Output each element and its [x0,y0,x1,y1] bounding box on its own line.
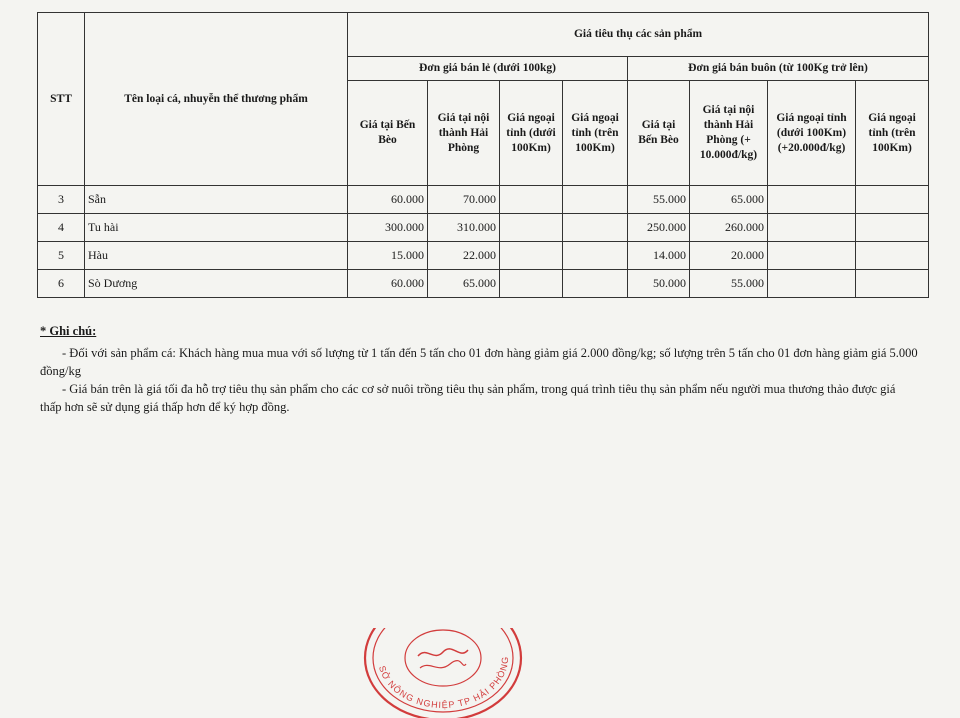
row-name: Sẫn [85,186,348,214]
price-cell: 70.000 [428,186,500,214]
price-cell [500,214,563,242]
header-wholesale-group: Đơn giá bán buôn (từ 100Kg trở lên) [628,57,929,81]
row-name: Sò Dương [85,270,348,298]
price-cell: 20.000 [690,242,768,270]
row-stt: 3 [38,186,85,214]
header-retail-col: Giá ngoại tỉnh (trên 100Km) [563,81,628,186]
header-wholesale-col: Giá tại nội thành Hải Phòng (+ 10.000đ/kg) [690,81,768,186]
price-cell: 65.000 [690,186,768,214]
header-wholesale-col: Giá ngoại tỉnh (trên 100Km) [856,81,929,186]
price-cell [768,242,856,270]
header-retail-col: Giá tại nội thành Hải Phòng [428,81,500,186]
official-stamp [358,628,528,718]
row-name: Tu hài [85,214,348,242]
price-cell [768,270,856,298]
price-cell: 300.000 [348,214,428,242]
notes-title: * Ghi chú: [40,324,97,338]
price-cell [500,270,563,298]
header-name: Tên loại cá, nhuyễn thể thương phẩm [85,13,348,186]
price-cell: 310.000 [428,214,500,242]
price-cell [768,214,856,242]
price-cell [856,186,929,214]
price-cell: 65.000 [428,270,500,298]
price-cell [856,270,929,298]
header-retail-col: Giá ngoại tỉnh (dưới 100Km) [500,81,563,186]
price-cell: 55.000 [628,186,690,214]
table-row [38,214,929,242]
price-cell [856,214,929,242]
price-cell: 55.000 [690,270,768,298]
row-stt: 5 [38,242,85,270]
price-cell [563,242,628,270]
price-cell: 15.000 [348,242,428,270]
svg-text:SỞ NÔNG NGHIỆP TP HẢI PHÒNG [377,656,510,710]
row-name: Hàu [85,242,348,270]
header-group-top: Giá tiêu thụ các sản phẩm [348,13,929,57]
note-line: - Giá bán trên là giá tối đa hỗ trợ tiêu thụ sản phẩm cho các cơ sở nuôi trồng tiêu thụ sản phẩm, trong quá trình tiêu thụ sản phẩm nếu người mua thương thảo được giá thấp hơn sẽ sử dụng giá thấp hơn để ký hợp đồng. [40,382,896,414]
table-row [38,270,929,298]
stamp-text: SỞ NÔNG NGHIỆP TP HẢI PHÒNG [376,655,511,711]
price-cell: 22.000 [428,242,500,270]
price-cell [563,270,628,298]
note-line: - Đối với sản phẩm cá: Khách hàng mua mua với số lượng từ 1 tấn đến 5 tấn cho 01 đơn hàng giảm giá 2.000 đồng/kg; số lượng trên 5 tấn cho 01 đơn hàng giảm giá 5.000 đồng/kg [40,346,918,378]
header-stt: STT [38,13,85,186]
price-cell [563,214,628,242]
stamp-seal-icon [365,628,521,718]
price-table [37,12,929,298]
notes-section [40,322,920,416]
price-cell [768,186,856,214]
price-cell: 250.000 [628,214,690,242]
header-wholesale-col: Giá ngoại tỉnh (dưới 100Km) (+20.000đ/kg) [768,81,856,186]
header-wholesale-col: Giá tại Bến Bèo [628,81,690,186]
price-cell: 60.000 [348,270,428,298]
price-cell: 260.000 [690,214,768,242]
price-cell [856,242,929,270]
price-cell [500,242,563,270]
row-stt: 4 [38,214,85,242]
price-cell [563,186,628,214]
price-cell [500,186,563,214]
header-retail-col: Giá tại Bến Bèo [348,81,428,186]
row-stt: 6 [38,270,85,298]
price-cell: 50.000 [628,270,690,298]
price-cell: 14.000 [628,242,690,270]
table-row [38,186,929,214]
table-row [38,242,929,270]
price-cell: 60.000 [348,186,428,214]
header-retail-group: Đơn giá bán lẻ (dưới 100kg) [348,57,628,81]
